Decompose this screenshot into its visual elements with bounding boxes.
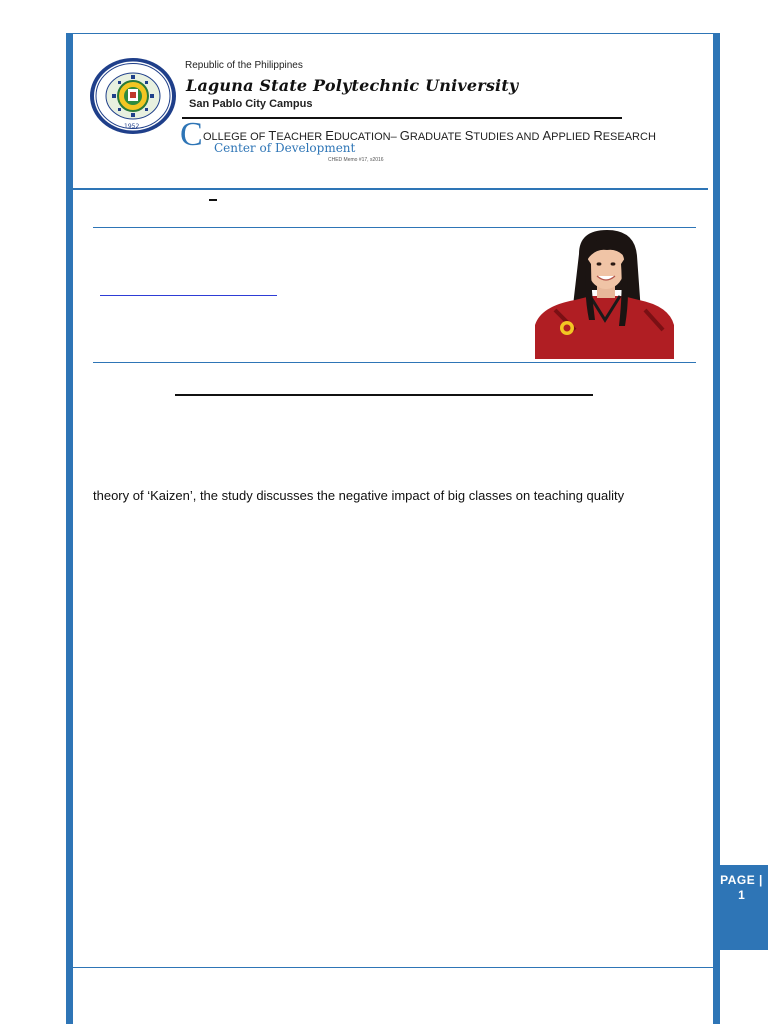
- republic-line: Republic of the Philippines: [185, 60, 303, 71]
- ched-memo: CHED Memo #17, s2016: [328, 157, 384, 163]
- college-name-part: DUCATION–: [333, 131, 400, 143]
- university-name: Laguna State Polytechnic University: [186, 76, 519, 95]
- center-of-development: Center of Development: [214, 141, 356, 155]
- college-name-part: RADUATE: [409, 131, 465, 143]
- college-name-part: PPLIED: [551, 131, 594, 143]
- campus-name: San Pablo City Campus: [189, 98, 313, 110]
- college-initial: C: [180, 116, 203, 153]
- page-number: 1: [738, 888, 745, 902]
- college-name-part: T: [268, 128, 277, 143]
- seal-year: 1952: [124, 123, 140, 130]
- title-underline: [175, 394, 593, 396]
- page-border-left: [66, 33, 73, 1024]
- page-label: PAGE |: [720, 873, 763, 887]
- college-name-part: E: [325, 128, 334, 143]
- author-block-top-rule: [93, 227, 696, 228]
- college-name-part: ESEARCH: [602, 131, 656, 143]
- author-block-bottom-rule: [93, 362, 696, 363]
- page-number-badge: [715, 865, 768, 950]
- college-name-part: S: [464, 128, 474, 143]
- author-photo: [535, 230, 674, 359]
- page-border-top: [73, 33, 713, 34]
- college-name-part: R: [593, 128, 603, 143]
- header-divider: [182, 117, 622, 119]
- college-name-part: A: [542, 128, 552, 143]
- college-name-part: TUDIES AND: [473, 131, 543, 143]
- college-name-part: G: [399, 128, 410, 143]
- university-seal-logo: [88, 56, 178, 136]
- author-email-link[interactable]: [100, 295, 277, 296]
- college-name-part: EACHER: [276, 131, 326, 143]
- title-fragment-mark: [209, 199, 217, 201]
- abstract-text-line: theory of ‘Kaizen’, the study discusses the negative impact of big classes on teaching quality: [93, 488, 625, 503]
- footer-rule: [73, 967, 713, 968]
- header-bottom-rule: [73, 188, 708, 190]
- college-name-part: OLLEGE OF: [203, 131, 269, 143]
